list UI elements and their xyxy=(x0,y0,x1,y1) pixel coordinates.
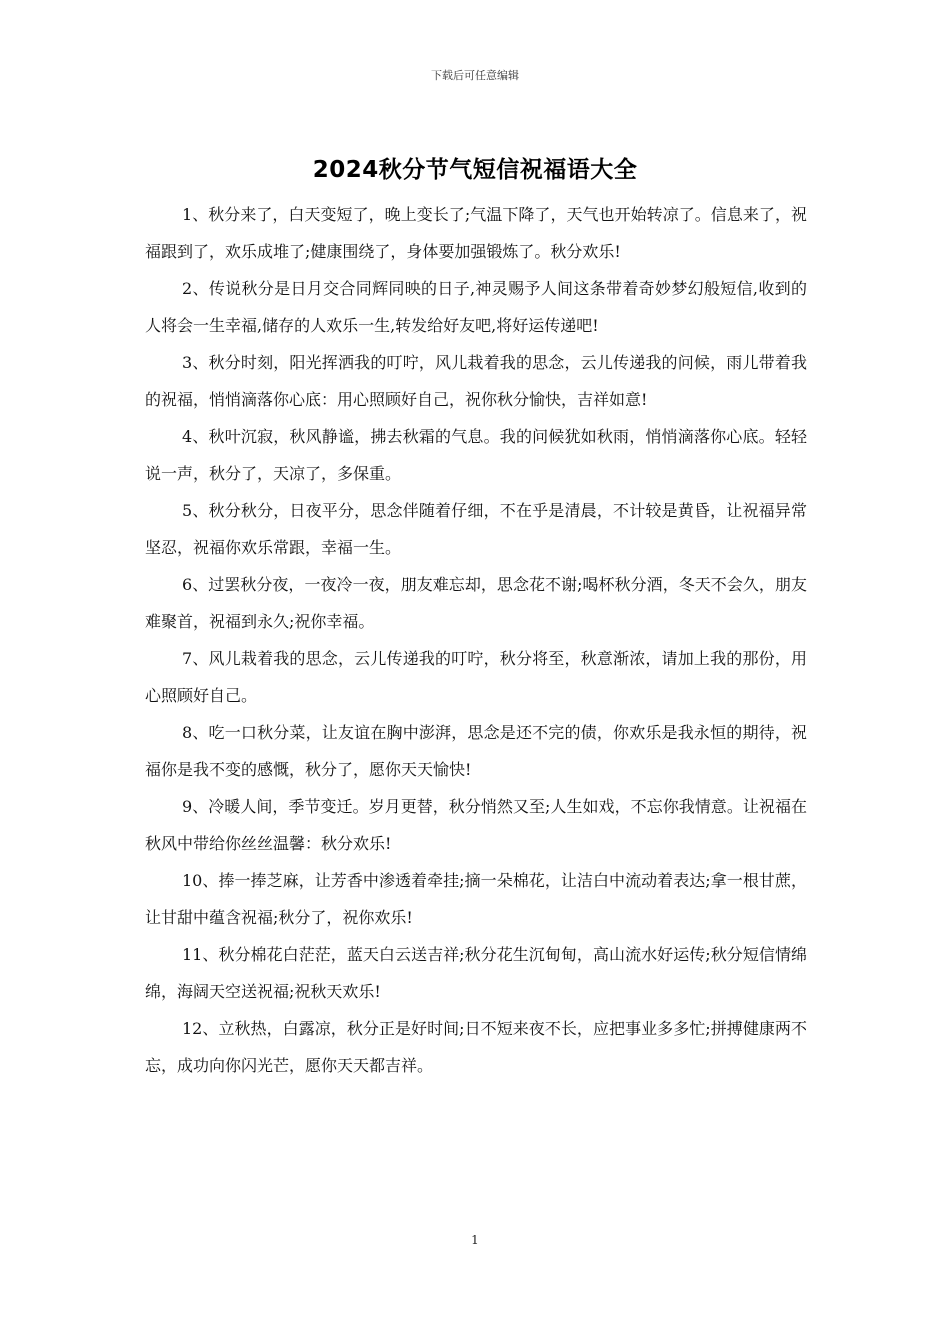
paragraph-4: 4、秋叶沉寂，秋风静谧，拂去秋霜的气息。我的问候犹如秋雨，悄悄滴落你心底。轻轻说一声，秋分了，天凉了，多保重。 xyxy=(145,427,807,483)
paragraph-8: 8、吃一口秋分菜，让友谊在胸中澎湃，思念是还不完的债，你欢乐是我永恒的期待，祝福你是我不变的感慨，秋分了，愿你天天愉快! xyxy=(145,723,807,779)
paragraph-3: 3、秋分时刻，阳光挥洒我的叮咛，风儿栽着我的思念，云儿传递我的问候，雨儿带着我的祝福，悄悄滴落你心底：用心照顾好自己，祝你秋分愉快，吉祥如意! xyxy=(145,353,807,409)
paragraph-1: 1、秋分来了，白天变短了，晚上变长了;气温下降了，天气也开始转凉了。信息来了，祝福跟到了，欢乐成堆了;健康围绕了，身体要加强锻炼了。秋分欢乐! xyxy=(145,205,807,261)
page-number: 1 xyxy=(471,1233,479,1247)
header-note: 下载后可任意编辑 xyxy=(431,69,519,82)
paragraph-11: 11、秋分棉花白茫茫，蓝天白云送吉祥;秋分花生沉甸甸，高山流水好运传;秋分短信情绵绵，海阔天空送祝福;祝秋天欢乐! xyxy=(145,945,807,1001)
paragraph-5: 5、秋分秋分，日夜平分，思念伴随着仔细，不在乎是清晨，不计较是黄昏，让祝福异常坚忍，祝福你欢乐常跟，幸福一生。 xyxy=(145,501,807,557)
paragraph-7: 7、风儿栽着我的思念，云儿传递我的叮咛，秋分将至，秋意渐浓，请加上我的那份，用心照顾好自己。 xyxy=(145,649,807,705)
paragraph-9: 9、冷暖人间，季节变迁。岁月更替，秋分悄然又至;人生如戏，不忘你我情意。让祝福在秋风中带给你丝丝温馨：秋分欢乐! xyxy=(145,797,807,853)
document-title: 2024秋分节气短信祝福语大全 xyxy=(312,157,638,183)
paragraph-6: 6、过罢秋分夜，一夜冷一夜，朋友难忘却，思念花不谢;喝杯秋分酒，冬天不会久，朋友难聚首，祝福到永久;祝你幸福。 xyxy=(145,575,807,631)
paragraph-12: 12、立秋热，白露凉，秋分正是好时间;日不短来夜不长，应把事业多多忙;拼搏健康两不忘，成功向你闪光芒，愿你天天都吉祥。 xyxy=(145,1019,807,1075)
paragraph-10: 10、捧一捧芝麻，让芳香中渗透着牵挂;摘一朵棉花，让洁白中流动着表达;拿一根甘蔗，让甘甜中蕴含祝福;秋分了，祝你欢乐! xyxy=(145,871,807,927)
paragraph-2: 2、传说秋分是日月交合同辉同映的日子,神灵赐予人间这条带着奇妙梦幻般短信,收到的人将会一生幸福,储存的人欢乐一生,转发给好友吧,将好运传递吧! xyxy=(145,279,807,335)
document-body xyxy=(145,196,807,1084)
